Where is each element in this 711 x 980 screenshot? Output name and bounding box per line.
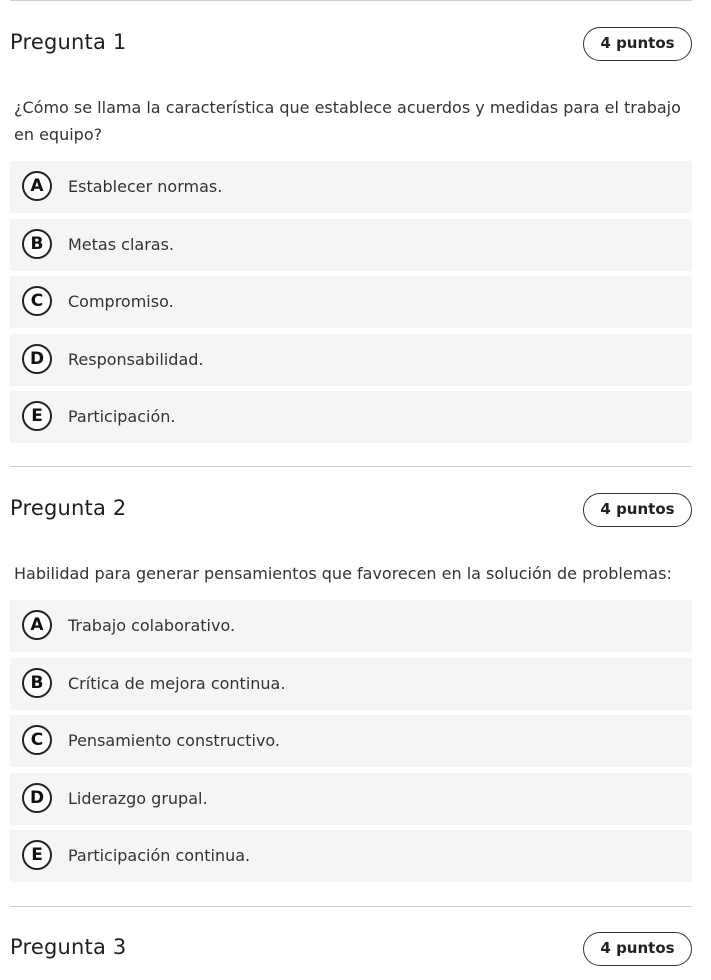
option-label: Pensamiento constructivo. (68, 731, 280, 750)
option-label: Liderazgo grupal. (68, 788, 208, 808)
option-e[interactable] (10, 391, 692, 443)
option-label: Participación continua. (68, 846, 251, 865)
option-label: Crítica de mejora continua. (68, 673, 286, 693)
question-title: Pregunta 1 (10, 30, 127, 54)
option-label: Trabajo colaborativo. (68, 616, 236, 635)
option-d[interactable] (10, 773, 692, 825)
answer-options (10, 600, 692, 882)
option-letter: A (22, 171, 52, 201)
points-badge: 4 puntos (583, 932, 692, 966)
question-2 (10, 467, 692, 882)
option-letter: B (22, 668, 52, 698)
option-label: Metas claras. (68, 234, 174, 254)
points-badge: 4 puntos (583, 493, 692, 527)
question-title: Pregunta 3 (10, 935, 127, 959)
option-b[interactable] (10, 658, 692, 710)
option-a[interactable] (10, 600, 692, 652)
question-text: ¿Cómo se llama la característica que establece acuerdos y medidas para el trabajo en equipo? (14, 98, 681, 144)
option-c[interactable] (10, 276, 692, 328)
option-letter: E (22, 840, 52, 870)
option-letter: B (22, 229, 52, 259)
option-c[interactable] (10, 715, 692, 767)
option-letter: C (22, 286, 52, 316)
question-title: Pregunta 2 (10, 496, 127, 520)
option-label: Participación. (68, 407, 176, 426)
option-b[interactable] (10, 219, 692, 271)
option-e[interactable] (10, 830, 692, 882)
option-letter: D (22, 783, 52, 813)
option-a[interactable] (10, 161, 692, 213)
option-letter: E (22, 401, 52, 431)
option-d[interactable] (10, 334, 692, 386)
option-letter: A (22, 610, 52, 640)
quiz-page (10, 0, 692, 969)
points-badge: 4 puntos (583, 27, 692, 61)
option-label: Establecer normas. (68, 177, 223, 196)
answer-options (10, 161, 692, 443)
option-label: Responsabilidad. (68, 349, 204, 369)
option-label: Compromiso. (68, 292, 174, 311)
question-3 (10, 907, 692, 969)
option-letter: D (22, 344, 52, 374)
question-1 (10, 1, 692, 443)
question-text: Habilidad para generar pensamientos que favorecen en la solución de problemas: (14, 564, 672, 583)
option-letter: C (22, 725, 52, 755)
